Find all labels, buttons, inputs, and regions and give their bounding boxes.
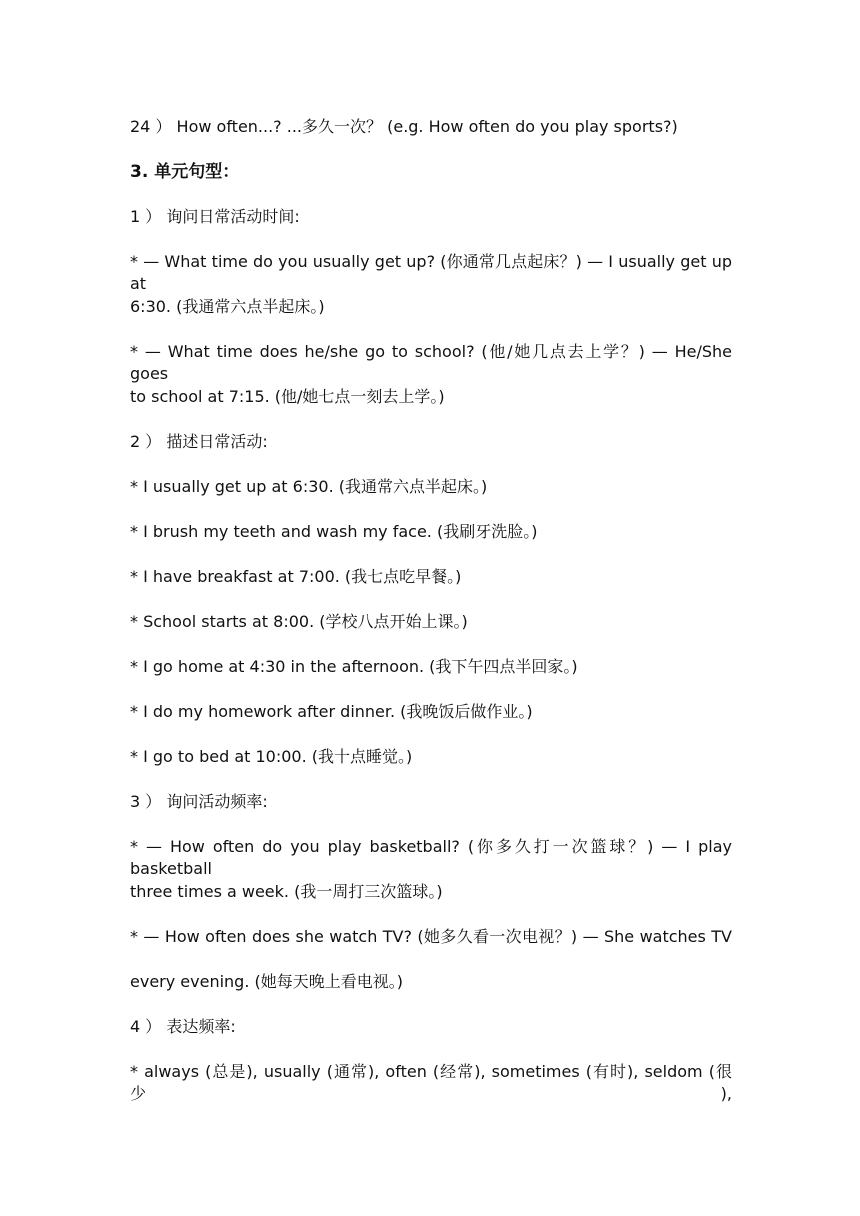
example-line: every evening. (她每天晚上看电视。) [130,972,403,991]
example-line: * — What time do you usually get up? (你通常几点起床？) — I usually get up at [130,252,732,293]
example-line: * I brush my teeth and wash my face. (我刷牙洗脸。) [130,522,538,541]
section-heading-sentence-patterns: 3. 单元句型： [130,162,240,182]
example-line: 6:30. (我通常六点半起床。) [130,297,325,316]
example-line: * I go home at 4:30 in the afternoon. (我下午四点半回家。) [130,657,578,676]
example-line: * — What time does he/she go to school? (他/她几点去上学？) — He/She goes [130,342,732,383]
example-line: * I usually get up at 6:30. (我通常六点半起床。) [130,477,488,496]
example-line: three times a week. (我一周打三次篮球。) [130,882,443,901]
example-line: to school at 7:15. (他/她七点一刻去上学。) [130,387,445,406]
example-line: * I have breakfast at 7:00. (我七点吃早餐。) [130,567,462,586]
subsection-title-4: 4 ） 表达频率: [130,1017,236,1036]
frequency-words-line: * always (总是), usually (通常), often (经常), sometimes (有时), seldom (很少), [130,1062,732,1103]
example-line: * I go to bed at 10:00. (我十点睡觉。) [130,747,413,766]
example-line: * School starts at 8:00. (学校八点开始上课。) [130,612,468,631]
example-line: * — How often does she watch TV? (她多久看一次电视？) — She watches TV [130,927,732,946]
example-line: * I do my homework after dinner. (我晚饭后做作业。) [130,702,533,721]
subsection-title-3: 3 ） 询问活动频率: [130,792,268,811]
example-line: * — How often do you play basketball? (你多久打一次篮球？) — I play basketball [130,837,732,878]
vocab-item-24: 24 ） How often...? ...多久一次？ (e.g. How often do you play sports?) [130,117,678,136]
subsection-title-2: 2 ） 描述日常活动: [130,432,268,451]
subsection-title-1: 1 ） 询问日常活动时间: [130,207,300,226]
